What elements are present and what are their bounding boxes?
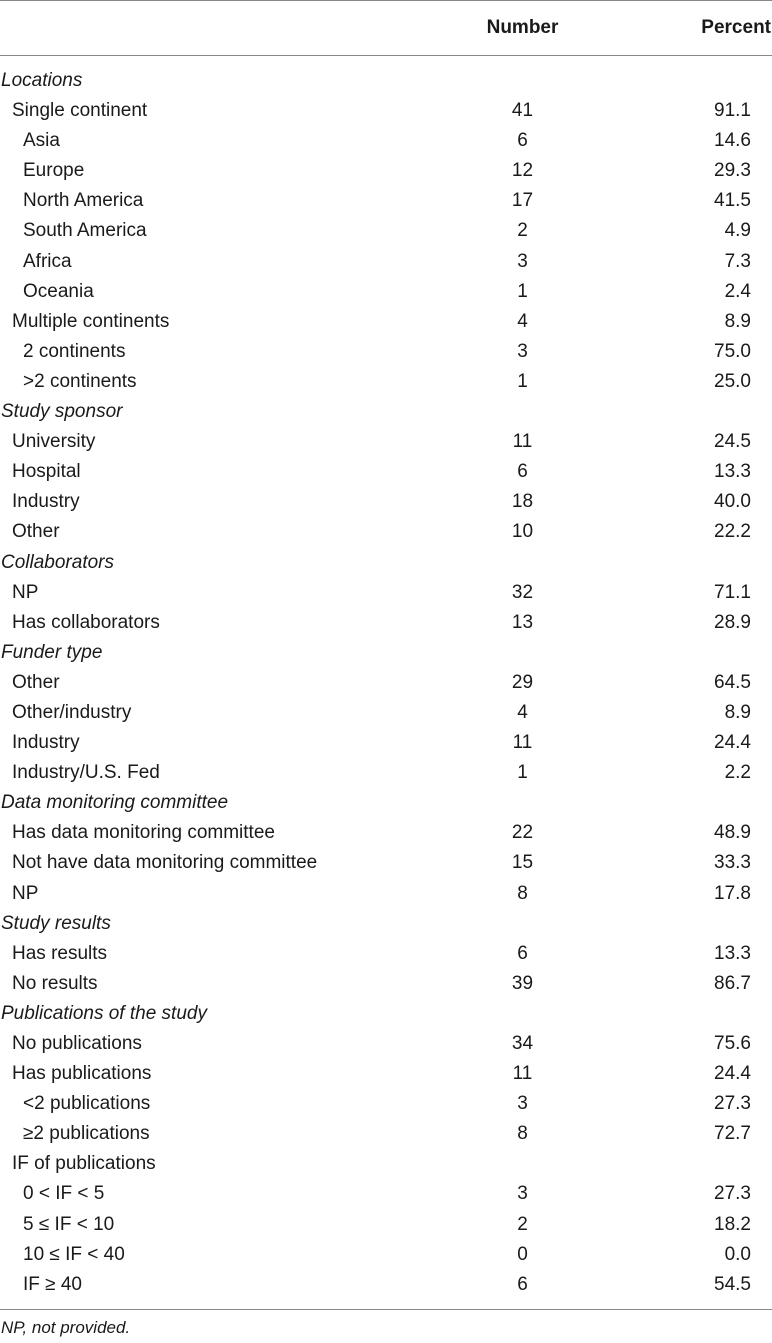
row-percent: 71.1 (714, 581, 751, 603)
row-number: 39 (511, 972, 534, 994)
row-number: 3 (517, 1183, 528, 1205)
row-label: Has data monitoring committee (12, 822, 275, 844)
row-label: 5 ≤ IF < 10 (23, 1213, 115, 1235)
row-label: South America (23, 220, 147, 242)
row-percent: 8.9 (724, 310, 751, 332)
table-row (0, 1119, 772, 1149)
row-number: 18 (511, 491, 534, 513)
row-number: 8 (517, 882, 528, 904)
row-number: 2 (517, 220, 528, 242)
row-label: Oceania (23, 280, 94, 302)
row-label: NP (12, 581, 39, 603)
header-rule (0, 55, 772, 56)
row-label: 10 ≤ IF < 40 (23, 1243, 125, 1265)
row-label: Publications of the study (1, 1002, 207, 1024)
table-row (0, 487, 772, 517)
row-label: Collaborators (1, 551, 114, 573)
row-percent: 40.0 (714, 491, 751, 513)
table-row (0, 969, 772, 999)
row-percent: 7.3 (724, 250, 751, 272)
row-percent: 8.9 (724, 701, 751, 723)
row-label: Study results (1, 912, 111, 934)
row-number: 1 (517, 762, 528, 784)
row-label: >2 continents (23, 370, 137, 392)
table-row (0, 96, 772, 126)
category-row (0, 788, 772, 818)
row-number: 6 (517, 942, 528, 964)
row-label: Funder type (1, 641, 103, 663)
row-label: Data monitoring committee (1, 792, 229, 814)
table-row (0, 277, 772, 307)
table-row (0, 1089, 772, 1119)
row-percent: 48.9 (714, 822, 751, 844)
header-number: Number (486, 17, 559, 38)
table-row (0, 848, 772, 878)
row-percent: 75.6 (714, 1033, 751, 1054)
row-percent: 2.2 (724, 762, 751, 784)
category-row (0, 999, 772, 1029)
row-number: 8 (517, 1123, 528, 1145)
row-label: Other (12, 521, 60, 543)
table-body (0, 66, 772, 1300)
row-number: 15 (511, 852, 534, 874)
table-row (0, 126, 772, 156)
row-number: 29 (511, 671, 534, 693)
row-number: 1 (517, 370, 528, 392)
row-label: NP (12, 882, 39, 904)
row-number: 11 (512, 732, 533, 754)
table-row (0, 1029, 772, 1059)
table-row (0, 1210, 772, 1240)
row-number: 11 (512, 1063, 533, 1085)
category-row (0, 397, 772, 427)
row-percent: 86.7 (714, 972, 751, 994)
header-percent: Percent (701, 17, 771, 38)
row-percent: 24.4 (714, 732, 751, 754)
row-number: 22 (511, 822, 534, 844)
table-row (0, 1149, 772, 1179)
row-number: 4 (517, 701, 528, 723)
table-row (0, 1179, 772, 1209)
row-label: Other/industry (12, 701, 132, 723)
row-label: 0 < IF < 5 (23, 1183, 105, 1205)
table-row (0, 1270, 772, 1300)
table-row (0, 517, 772, 547)
row-label: <2 publications (23, 1093, 151, 1115)
table-row (0, 457, 772, 487)
row-label: North America (23, 190, 144, 212)
row-label: Europe (23, 160, 85, 182)
row-percent: 24.4 (714, 1063, 751, 1085)
row-number: 34 (511, 1033, 534, 1054)
row-number: 3 (517, 250, 528, 272)
row-number: 6 (517, 130, 528, 152)
row-label: 2 continents (23, 340, 126, 362)
table-row (0, 668, 772, 698)
row-label: Industry (12, 491, 80, 513)
row-percent: 14.6 (714, 130, 751, 152)
table-row (0, 728, 772, 758)
row-number: 12 (511, 160, 534, 182)
row-number: 41 (511, 100, 534, 122)
row-label: IF of publications (12, 1153, 156, 1175)
row-label: Has results (12, 942, 108, 964)
table-row (0, 939, 772, 969)
row-label: Africa (23, 250, 72, 272)
table-row (0, 578, 772, 608)
row-percent: 13.3 (714, 942, 751, 964)
table-row (0, 1059, 772, 1089)
row-number: 2 (517, 1213, 528, 1235)
table-row (0, 247, 772, 277)
row-label: Not have data monitoring committee (12, 852, 318, 874)
row-label: Study sponsor (1, 401, 123, 423)
row-label: Industry/U.S. Fed (12, 762, 160, 784)
row-label: No results (12, 972, 98, 994)
row-label: Single continent (12, 100, 148, 122)
row-percent: 4.9 (724, 220, 751, 242)
row-number: 17 (511, 190, 534, 212)
row-percent: 13.3 (714, 461, 751, 483)
row-number: 6 (517, 1273, 528, 1295)
row-number: 6 (517, 461, 528, 483)
row-number: 0 (517, 1243, 528, 1265)
table-row (0, 698, 772, 728)
table-row (0, 1240, 772, 1270)
row-number: 32 (511, 581, 534, 603)
row-label: Industry (12, 732, 80, 754)
row-label: ≥2 publications (23, 1123, 150, 1145)
row-label: University (12, 431, 96, 453)
row-percent: 27.3 (714, 1093, 751, 1115)
row-label: Locations (1, 70, 83, 91)
row-number: 13 (511, 611, 534, 633)
row-percent: 25.0 (714, 370, 751, 392)
row-number: 1 (517, 280, 528, 302)
row-label: No publications (12, 1033, 142, 1054)
table-row (0, 186, 772, 216)
table-row (0, 337, 772, 367)
table-row (0, 156, 772, 186)
row-percent: 27.3 (714, 1183, 751, 1205)
category-row (0, 638, 772, 668)
table-row (0, 879, 772, 909)
row-percent: 17.8 (714, 882, 751, 904)
row-label: Asia (23, 130, 60, 152)
row-percent: 24.5 (714, 431, 751, 453)
row-number: 10 (511, 521, 534, 543)
table-row (0, 367, 772, 397)
row-label: IF ≥ 40 (23, 1273, 83, 1295)
row-percent: 91.1 (714, 100, 751, 122)
row-percent: 64.5 (714, 671, 751, 693)
row-label: Multiple continents (12, 310, 170, 332)
table-row (0, 608, 772, 638)
table-row (0, 427, 772, 457)
row-label: Other (12, 671, 60, 693)
table-row (0, 307, 772, 337)
row-percent: 2.4 (724, 280, 751, 302)
table-row (0, 216, 772, 246)
row-label: Has publications (12, 1063, 152, 1085)
row-percent: 28.9 (714, 611, 751, 633)
row-percent: 33.3 (714, 852, 751, 874)
row-percent: 72.7 (714, 1123, 751, 1145)
row-percent: 75.0 (714, 340, 751, 362)
row-percent: 22.2 (714, 521, 751, 543)
row-percent: 29.3 (714, 160, 751, 182)
row-number: 11 (512, 431, 533, 453)
table-footnote: NP, not provided. (1, 1318, 131, 1337)
row-percent: 41.5 (714, 190, 751, 212)
row-number: 3 (517, 340, 528, 362)
table-row (0, 818, 772, 848)
bottom-rule (0, 1309, 772, 1310)
category-row (0, 66, 772, 96)
row-percent: 18.2 (714, 1213, 751, 1235)
category-row (0, 548, 772, 578)
row-label: Hospital (12, 461, 81, 483)
row-percent: 54.5 (714, 1273, 751, 1295)
row-label: Has collaborators (12, 611, 160, 633)
row-number: 3 (517, 1093, 528, 1115)
row-percent: 0.0 (724, 1243, 751, 1265)
table-row (0, 758, 772, 788)
table-header (0, 0, 772, 55)
category-row (0, 909, 772, 939)
row-number: 4 (517, 310, 528, 332)
